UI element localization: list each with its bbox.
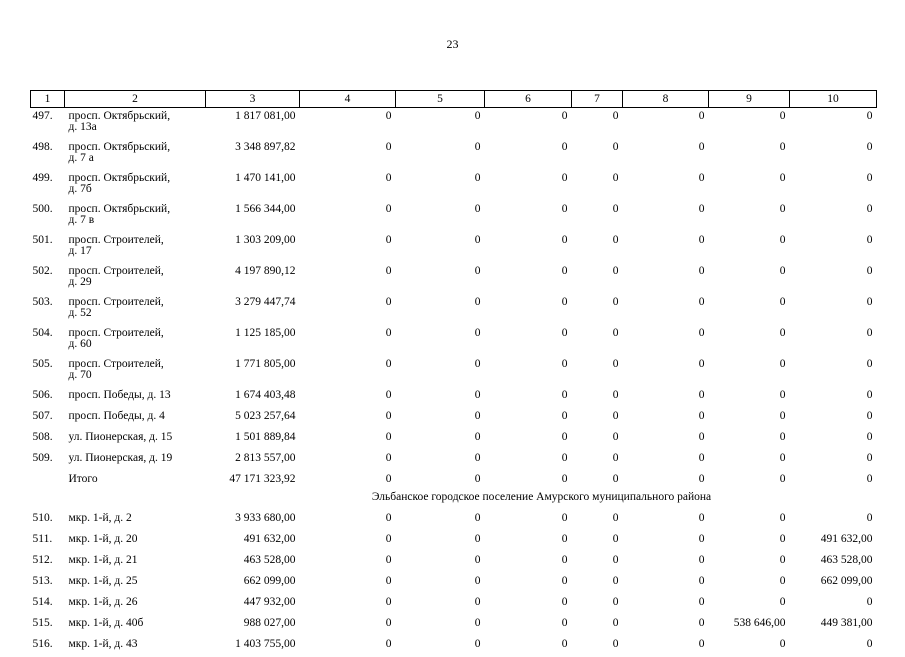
- value-cell: 1 125 185,00: [235, 327, 296, 339]
- row-number: 515.: [32, 617, 53, 629]
- value-cell: 0: [698, 638, 705, 650]
- table-row: [31, 408, 877, 429]
- value-cell: 0: [779, 512, 786, 524]
- table-row: [31, 139, 877, 170]
- address-line: д. 60: [68, 338, 92, 350]
- value-cell: 0: [612, 575, 619, 587]
- value-cell: 491 632,00: [243, 533, 296, 545]
- row-number: [31, 471, 65, 492]
- section-heading-row: [31, 492, 877, 510]
- value-cell: 0: [385, 533, 392, 545]
- table-row: [31, 294, 877, 325]
- value-cell: 0: [779, 203, 786, 215]
- value-cell: 0: [612, 596, 619, 608]
- address-line: д. 29: [68, 276, 92, 288]
- value-cell: 0: [474, 141, 481, 153]
- value-cell: 0: [779, 296, 786, 308]
- value-cell: 0: [698, 141, 705, 153]
- table-row: [31, 450, 877, 471]
- value-cell: 0: [612, 296, 619, 308]
- value-cell: 0: [561, 533, 568, 545]
- value-cell: 0: [385, 110, 392, 122]
- value-cell: 0: [866, 512, 873, 524]
- value-cell: 0: [698, 452, 705, 464]
- value-cell: 0: [866, 410, 873, 422]
- value-cell: 0: [612, 389, 619, 401]
- value-cell: 1 674 403,48: [235, 389, 296, 401]
- row-number: 505.: [32, 358, 53, 370]
- address-cell: [65, 636, 206, 657]
- address-cell: [65, 325, 206, 356]
- address-cell: [65, 263, 206, 294]
- value-cell: 0: [561, 410, 568, 422]
- address-cell: [65, 471, 206, 492]
- value-cell: 0: [474, 358, 481, 370]
- table-row: [31, 232, 877, 263]
- value-cell: 3 348 897,82: [235, 141, 296, 153]
- value-cell: 0: [779, 358, 786, 370]
- value-cell: 5 023 257,64: [235, 410, 296, 422]
- row-number: 510.: [32, 512, 53, 524]
- address-line: мкр. 1-й, д. 2: [68, 512, 132, 524]
- col-header: 10: [790, 91, 877, 108]
- value-cell: 0: [474, 617, 481, 629]
- value-cell: 0: [612, 141, 619, 153]
- col-header: 9: [709, 91, 790, 108]
- value-cell: 0: [385, 327, 392, 339]
- value-cell: 0: [866, 110, 873, 122]
- address-cell: [65, 510, 206, 531]
- value-cell: 988 027,00: [243, 617, 296, 629]
- address-cell: [65, 356, 206, 387]
- value-cell: 0: [385, 410, 392, 422]
- value-cell: 0: [474, 431, 481, 443]
- value-cell: 0: [474, 473, 481, 485]
- value-cell: 0: [698, 410, 705, 422]
- value-cell: 0: [385, 234, 392, 246]
- value-cell: 0: [474, 554, 481, 566]
- value-cell: 0: [698, 512, 705, 524]
- column-number-header: [31, 91, 877, 108]
- address-line: мкр. 1-й, д. 20: [68, 533, 138, 545]
- value-cell: 0: [612, 358, 619, 370]
- value-cell: 0: [612, 533, 619, 545]
- address-cell: [65, 552, 206, 573]
- value-cell: 0: [779, 110, 786, 122]
- value-cell: 0: [474, 638, 481, 650]
- value-cell: 0: [779, 575, 786, 587]
- address-line: д. 13а: [68, 121, 97, 133]
- address-cell: [65, 573, 206, 594]
- value-cell: 0: [612, 452, 619, 464]
- row-number: 503.: [32, 296, 53, 308]
- value-cell: 0: [385, 141, 392, 153]
- value-cell: 0: [612, 410, 619, 422]
- value-cell: 0: [698, 110, 705, 122]
- value-cell: 0: [385, 431, 392, 443]
- address-line: мкр. 1-й, д. 25: [68, 575, 138, 587]
- value-cell: 0: [698, 296, 705, 308]
- col-header: 2: [65, 91, 206, 108]
- value-cell: 0: [561, 327, 568, 339]
- value-cell: 0: [385, 554, 392, 566]
- value-cell: 0: [561, 296, 568, 308]
- value-cell: 0: [474, 575, 481, 587]
- value-cell: 0: [779, 265, 786, 277]
- col-header: 8: [623, 91, 709, 108]
- value-cell: 0: [385, 473, 392, 485]
- value-cell: 0: [385, 617, 392, 629]
- value-cell: 0: [474, 596, 481, 608]
- address-line: просп. Строителей,: [68, 234, 164, 246]
- value-cell: 0: [612, 617, 619, 629]
- row-number: 514.: [32, 596, 53, 608]
- value-cell: 0: [474, 512, 481, 524]
- col-header: 5: [396, 91, 485, 108]
- row-number: 498.: [32, 141, 53, 153]
- address-cell: [65, 294, 206, 325]
- value-cell: 0: [385, 265, 392, 277]
- value-cell: 0: [698, 533, 705, 545]
- value-cell: 1 771 805,00: [235, 358, 296, 370]
- value-cell: 0: [612, 265, 619, 277]
- value-cell: 1 501 889,84: [235, 431, 296, 443]
- value-cell: 0: [474, 203, 481, 215]
- value-cell: 0: [385, 172, 392, 184]
- value-cell: 2 813 557,00: [235, 452, 296, 464]
- value-cell: 0: [698, 431, 705, 443]
- value-cell: 0: [385, 358, 392, 370]
- value-cell: 0: [866, 234, 873, 246]
- value-cell: 0: [779, 596, 786, 608]
- value-cell: 0: [612, 512, 619, 524]
- value-cell: 0: [698, 234, 705, 246]
- table-row: [31, 325, 877, 356]
- value-cell: 1 817 081,00: [235, 110, 296, 122]
- address-line: просп. Октябрьский,: [68, 141, 171, 153]
- address-cell: [65, 387, 206, 408]
- value-cell: 3 933 680,00: [235, 512, 296, 524]
- address-cell: [65, 531, 206, 552]
- value-cell: 0: [474, 265, 481, 277]
- table-row: [31, 170, 877, 201]
- address-line: просп. Октябрьский,: [68, 172, 171, 184]
- row-number: 509.: [32, 452, 53, 464]
- value-cell: 0: [561, 638, 568, 650]
- table-row: [31, 510, 877, 531]
- address-cell: [65, 450, 206, 471]
- address-line: ул. Пионерская, д. 19: [68, 452, 173, 464]
- address-line: просп. Строителей,: [68, 327, 164, 339]
- value-cell: 0: [561, 452, 568, 464]
- value-cell: 0: [474, 452, 481, 464]
- address-cell: [65, 108, 206, 140]
- value-cell: 1 470 141,00: [235, 172, 296, 184]
- value-cell: 0: [612, 110, 619, 122]
- value-cell: 0: [474, 389, 481, 401]
- row-number: 508.: [32, 431, 53, 443]
- value-cell: 0: [866, 596, 873, 608]
- table-row: [31, 636, 877, 657]
- value-cell: 0: [474, 234, 481, 246]
- table-row: [31, 263, 877, 294]
- row-number: 504.: [32, 327, 53, 339]
- value-cell: 0: [698, 617, 705, 629]
- address-line: д. 7 в: [68, 214, 95, 226]
- value-cell: 0: [779, 431, 786, 443]
- address-cell: [65, 201, 206, 232]
- address-line: д. 70: [68, 369, 92, 381]
- value-cell: 0: [866, 638, 873, 650]
- address-line: просп. Строителей,: [68, 296, 164, 308]
- value-cell: 0: [866, 141, 873, 153]
- value-cell: 0: [474, 296, 481, 308]
- col-header: 6: [485, 91, 572, 108]
- value-cell: 0: [698, 358, 705, 370]
- table-row: [31, 531, 877, 552]
- value-cell: 0: [385, 596, 392, 608]
- table-row: [31, 429, 877, 450]
- value-cell: 0: [561, 617, 568, 629]
- value-cell: 463 528,00: [820, 554, 873, 566]
- value-cell: 0: [698, 554, 705, 566]
- table-row: [31, 573, 877, 594]
- value-cell: 0: [612, 327, 619, 339]
- col-header: 3: [206, 91, 300, 108]
- value-cell: 0: [698, 389, 705, 401]
- value-cell: 0: [561, 265, 568, 277]
- value-cell: 447 932,00: [243, 596, 296, 608]
- table-row: [31, 387, 877, 408]
- value-cell: 0: [779, 554, 786, 566]
- value-cell: 0: [385, 638, 392, 650]
- value-cell: 0: [866, 358, 873, 370]
- address-line: д. 52: [68, 307, 92, 319]
- value-cell: 0: [385, 452, 392, 464]
- col-header: 7: [572, 91, 623, 108]
- value-cell: 0: [612, 554, 619, 566]
- value-cell: 0: [779, 533, 786, 545]
- value-cell: 0: [561, 596, 568, 608]
- address-line: мкр. 1-й, д. 40б: [68, 617, 144, 629]
- value-cell: 662 099,00: [820, 575, 873, 587]
- page-number: 23: [446, 37, 459, 51]
- value-cell: 4 197 890,12: [235, 265, 296, 277]
- address-cell: [65, 408, 206, 429]
- value-cell: 0: [866, 452, 873, 464]
- value-cell: 0: [866, 203, 873, 215]
- table-row: [31, 552, 877, 573]
- value-cell: 0: [385, 575, 392, 587]
- value-cell: 0: [698, 203, 705, 215]
- row-number: 512.: [32, 554, 53, 566]
- address-line: мкр. 1-й, д. 43: [68, 638, 138, 650]
- address-line: просп. Октябрьский,: [68, 203, 171, 215]
- value-cell: 0: [561, 358, 568, 370]
- value-cell: 0: [698, 172, 705, 184]
- table-row: [31, 615, 877, 636]
- value-cell: 1 566 344,00: [235, 203, 296, 215]
- value-cell: 3 279 447,74: [235, 296, 296, 308]
- table-row: [31, 594, 877, 615]
- value-cell: 0: [561, 473, 568, 485]
- value-cell: 463 528,00: [243, 554, 296, 566]
- value-cell: 0: [779, 452, 786, 464]
- value-cell: 1 303 209,00: [235, 234, 296, 246]
- value-cell: 0: [474, 410, 481, 422]
- value-cell: 0: [866, 389, 873, 401]
- value-cell: 0: [612, 638, 619, 650]
- value-cell: 0: [474, 172, 481, 184]
- value-cell: 0: [779, 473, 786, 485]
- value-cell: 0: [474, 533, 481, 545]
- value-cell: 0: [474, 110, 481, 122]
- value-cell: 0: [779, 389, 786, 401]
- value-cell: 0: [474, 327, 481, 339]
- address-cell: [65, 232, 206, 263]
- value-cell: 1 403 755,00: [235, 638, 296, 650]
- address-cell: [65, 170, 206, 201]
- row-number: 499.: [32, 172, 53, 184]
- value-cell: 0: [612, 172, 619, 184]
- value-cell: 0: [561, 389, 568, 401]
- value-cell: 491 632,00: [820, 533, 873, 545]
- address-cell: [65, 615, 206, 636]
- table-row: [31, 356, 877, 387]
- address-line: просп. Победы, д. 13: [68, 389, 171, 401]
- value-cell: 0: [561, 141, 568, 153]
- value-cell: 47 171 323,92: [229, 473, 296, 485]
- value-cell: 0: [385, 203, 392, 215]
- value-cell: 0: [561, 110, 568, 122]
- value-cell: 0: [779, 234, 786, 246]
- row-number: 513.: [32, 575, 53, 587]
- address-line: просп. Победы, д. 4: [68, 410, 165, 422]
- value-cell: 0: [561, 575, 568, 587]
- col-header: 4: [300, 91, 396, 108]
- address-line: просп. Октябрьский,: [68, 110, 171, 122]
- value-cell: 0: [612, 203, 619, 215]
- table-row: [31, 471, 877, 492]
- row-number: 500.: [32, 203, 53, 215]
- row-number: 516.: [32, 638, 53, 650]
- value-cell: 0: [866, 296, 873, 308]
- value-cell: 662 099,00: [243, 575, 296, 587]
- value-cell: 0: [561, 512, 568, 524]
- value-cell: 0: [385, 296, 392, 308]
- address-line: мкр. 1-й, д. 26: [68, 596, 138, 608]
- value-cell: 0: [779, 410, 786, 422]
- value-cell: 0: [698, 327, 705, 339]
- address-line: д. 7б: [68, 183, 92, 195]
- value-cell: 0: [612, 431, 619, 443]
- value-cell: 0: [612, 473, 619, 485]
- row-number: 502.: [32, 265, 53, 277]
- col-header: 1: [31, 91, 65, 108]
- row-number: 507.: [32, 410, 53, 422]
- address-line: ул. Пионерская, д. 15: [68, 431, 173, 443]
- value-cell: 0: [779, 172, 786, 184]
- table-row: [31, 201, 877, 232]
- value-cell: 0: [561, 554, 568, 566]
- row-number: 497.: [32, 110, 53, 122]
- value-cell: 538 646,00: [733, 617, 786, 629]
- value-cell: 0: [866, 327, 873, 339]
- value-cell: 0: [698, 473, 705, 485]
- address-cell: [65, 139, 206, 170]
- address-cell: [65, 594, 206, 615]
- value-cell: 0: [612, 234, 619, 246]
- address-line: Итого: [68, 473, 98, 485]
- address-line: просп. Строителей,: [68, 358, 164, 370]
- section-title: Эльбанское городское поселение Амурского муниципального района: [371, 491, 712, 503]
- row-number: 501.: [32, 234, 53, 246]
- address-line: д. 17: [68, 245, 92, 257]
- data-table: [30, 90, 877, 657]
- row-number: 511.: [32, 533, 53, 545]
- value-cell: 0: [385, 512, 392, 524]
- address-cell: [65, 429, 206, 450]
- value-cell: 0: [779, 327, 786, 339]
- value-cell: 0: [561, 172, 568, 184]
- row-number: 506.: [32, 389, 53, 401]
- table-row: [31, 108, 877, 140]
- value-cell: 0: [866, 265, 873, 277]
- address-line: просп. Строителей,: [68, 265, 164, 277]
- value-cell: 0: [385, 389, 392, 401]
- value-cell: 0: [866, 431, 873, 443]
- value-cell: 0: [698, 575, 705, 587]
- value-cell: 0: [866, 172, 873, 184]
- value-cell: 0: [561, 234, 568, 246]
- value-cell: 0: [866, 473, 873, 485]
- address-line: д. 7 а: [68, 152, 94, 164]
- value-cell: 449 381,00: [820, 617, 873, 629]
- address-line: мкр. 1-й, д. 21: [68, 554, 138, 566]
- value-cell: 0: [561, 431, 568, 443]
- value-cell: 0: [698, 265, 705, 277]
- value-cell: 0: [698, 596, 705, 608]
- value-cell: 0: [561, 203, 568, 215]
- value-cell: 0: [779, 141, 786, 153]
- value-cell: 0: [779, 638, 786, 650]
